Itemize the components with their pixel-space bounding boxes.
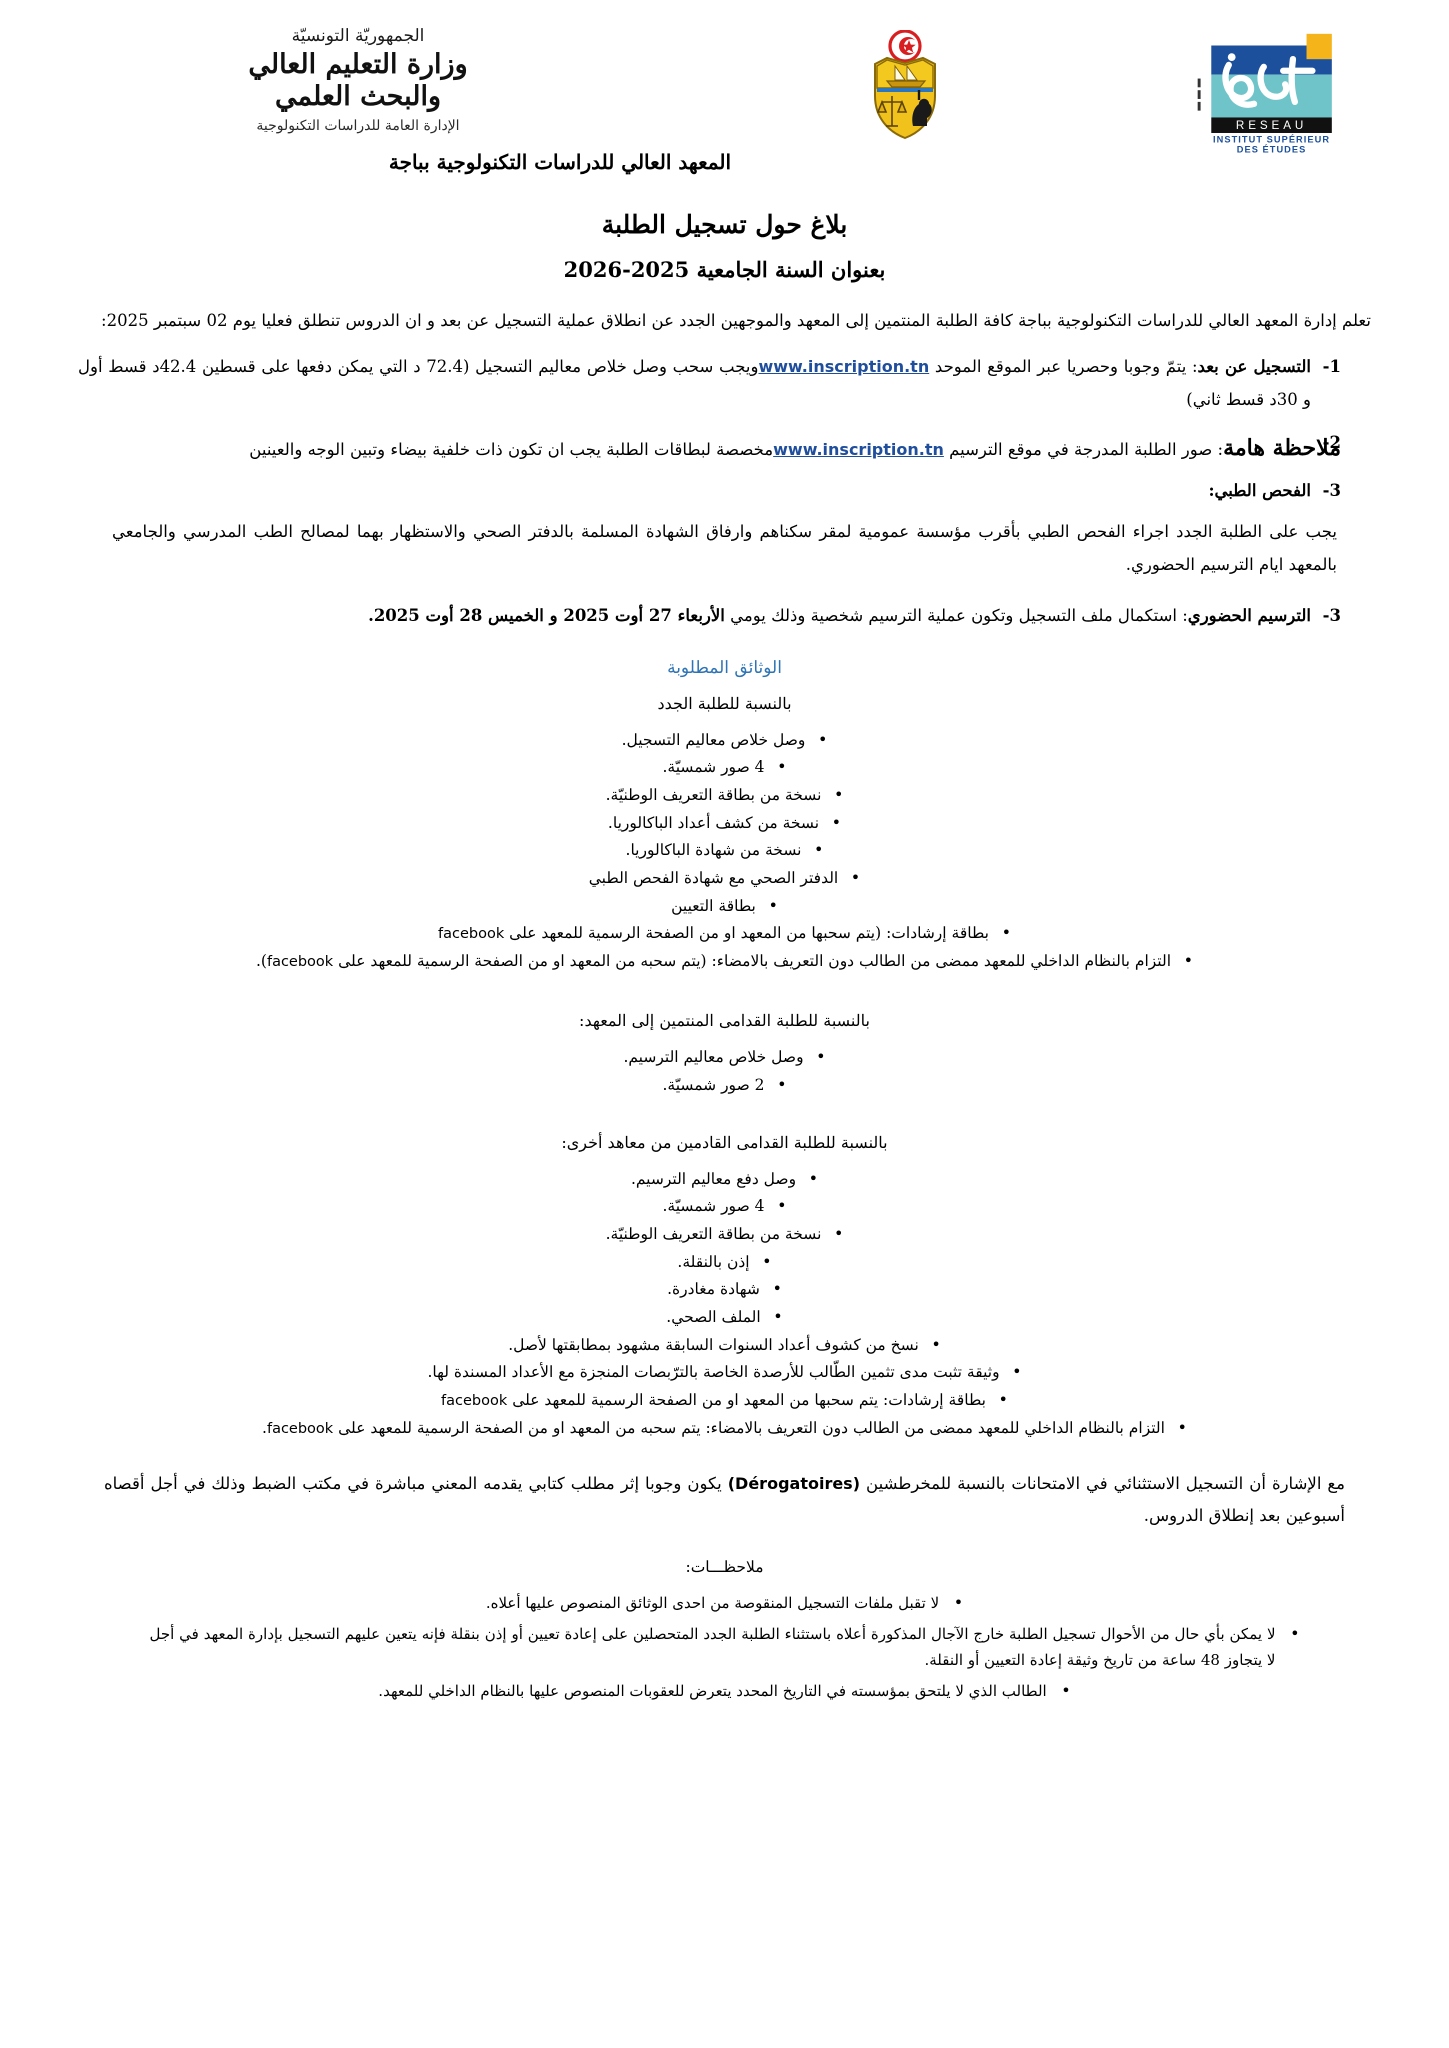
intro-paragraph: تعلم إدارة المعهد العالي للدراسات التكنولوجية بباجة كافة الطلبة المنتمين إلى المعهد والموجهين الجدد عن انطلاق عملية التسجيل عن بعد و ان الدروس تنطلق فعليا يوم 02 سبتمبر 2025:	[101, 311, 1371, 330]
logo-caption-line2: DES ÉTUDES	[1236, 144, 1307, 155]
numbered-item-3	[78, 599, 1341, 632]
group-label-old-students: بالنسبة للطلبة القدامى المنتمين إلى المعهد:	[579, 1011, 870, 1031]
facebook-label: facebook	[266, 1420, 334, 1437]
list-item: • 2 صور شمسيّة.	[78, 1072, 1371, 1099]
list-item: • 4 صور شمسيّة.	[78, 1193, 1371, 1220]
derogation-term: (Dérogatoires)	[727, 1473, 861, 1493]
fb-item-text-pre: بطاقة إرشادات: يتم سحبها من المعهد او من الصفحة الرسمية للمعهد على	[512, 1390, 986, 1409]
important-note-part2: مخصصة لبطاقات الطلبة يجب ان تكون ذات خلفية بيضاء وتبين الوجه والعينين	[249, 439, 774, 459]
logo-reseau-text: RESEAU	[1235, 119, 1308, 133]
tunisia-emblem-icon	[853, 30, 957, 142]
ministry-name-line1: وزارة التعليم العالي	[248, 49, 468, 80]
page-title: بلاغ حول تسجيل الطلبة	[601, 210, 848, 239]
item1-part2: ويجب سحب وصل خلاص معاليم التسجيل (72.4 د التي يمكن دفعها على قسطين 42.4د قسط أول و 30د قسط ثاني)	[78, 356, 1311, 409]
notes-label: ملاحظـــات:	[685, 1558, 764, 1577]
inscription-url-link-1[interactable]: www.inscription.tn	[758, 356, 930, 376]
derogation-part1: مع الإشارة أن التسجيل الاستثنائي في الامتحانات بالنسبة للمخرطشين	[866, 1473, 1346, 1493]
facebook-label: facebook	[441, 1392, 508, 1409]
item3-label: الترسيم الحضوري	[1187, 605, 1311, 625]
notes-list	[78, 1590, 1371, 1705]
ministry-header-text	[78, 24, 638, 134]
documents-list-transfer-students	[78, 1166, 1371, 1442]
list-item: • وصل خلاص معاليم الترسيم.	[78, 1044, 1371, 1071]
list-item: • لا يمكن بأي حال من الأحوال تسجيل الطلبة خارج الآجال المذكورة أعلاه باستثناء الطلبة الجدد المتحصلين على إعادة تعيين أو إذن بنقلة فإنه يتعين عليهم التسجيل بإدارة المعهد في أجل لا يتجاوز 48 ساعة من تاريخ وثيقة إعادة التعيين أو النقلة.	[78, 1621, 1371, 1674]
important-note-part1: : صور الطلبة المدرجة في موقع الترسيم	[949, 439, 1224, 459]
numbered-item-1	[78, 350, 1341, 416]
ministry-directorate: الإدارة العامة للدراسات التكنولوجية	[256, 117, 460, 134]
institute-name: المعهد العالي للدراسات التكنولوجية بباجة	[388, 150, 731, 174]
list-item	[78, 948, 1371, 975]
national-emblem-wrap	[830, 24, 980, 142]
numbered-items-list	[78, 350, 1371, 507]
fb-item-text-pre: بطاقة إرشادات: (يتم سحبها من المعهد او من الصفحة الرسمية للمعهد على	[509, 924, 989, 943]
list-item: • الدفتر الصحي مع شهادة الفحص الطبي	[78, 865, 1371, 892]
documents-list-new-students	[78, 727, 1371, 975]
documents-list-old-students	[78, 1044, 1371, 1098]
list-item	[78, 1387, 1371, 1414]
important-note-block	[78, 426, 1341, 470]
list-item: • شهادة مغادرة.	[78, 1276, 1371, 1303]
ministry-country: الجمهوريّة التونسيّة	[291, 26, 425, 46]
list-item	[78, 1415, 1371, 1442]
important-note-label: ملاحظة هامة	[1223, 434, 1341, 461]
ministry-name-line2: والبحث العلمي	[274, 80, 442, 112]
item3-dates: الأربعاء 27 أوت 2025 و الخميس 28 أوت 2025.	[368, 605, 725, 625]
list-item: • وصل خلاص معاليم التسجيل.	[78, 727, 1371, 754]
numbered-items-list-cont	[78, 599, 1371, 632]
list-item: • لا تقبل ملفات التسجيل المنقوصة من احدى الوثائق المنصوص عليها أعلاه.	[78, 1590, 1371, 1617]
item3-text: : استكمال ملف التسجيل وتكون عملية الترسيم شخصية وذلك يومي	[730, 605, 1188, 625]
list-item: • بطاقة التعيين	[78, 893, 1371, 920]
letterhead	[78, 24, 1371, 155]
fb-item-text-post: .	[262, 1418, 267, 1437]
group-label-transfer-students: بالنسبة للطلبة القدامى القادمين من معاهد أخرى:	[561, 1132, 888, 1152]
facebook-label: facebook	[437, 926, 505, 943]
list-item: • نسخة من شهادة الباكالوريا.	[78, 837, 1371, 864]
item1-part1: : يتمّ وجوبا وحصريا عبر الموقع الموحد	[934, 356, 1198, 376]
derogation-paragraph	[78, 1468, 1371, 1532]
derogation-part2: يكون وجوبا إثر مطلب كتابي يقدمه المعني مباشرة في مكتب الضبط وذلك في أجل أقصاه أسبوعين بعد إنطلاق الدروس.	[104, 1473, 1345, 1525]
list-item: • 4 صور شمسيّة.	[78, 754, 1371, 781]
page-subtitle: بعنوان السنة الجامعية 2025-2026	[563, 257, 886, 282]
fb-item-text-pre: التزام بالنظام الداخلي للمعهد ممضى من الطالب دون التعريف بالامضاء: يتم سحبه من المعهد او من الصفحة الرسمية للمعهد على	[338, 1418, 1165, 1437]
facebook-label: facebook	[266, 954, 334, 971]
list-item: • وصل دفع معاليم الترسيم.	[78, 1166, 1371, 1193]
group-label-new-students: بالنسبة للطلبة الجدد	[657, 693, 792, 713]
list-item: • إذن بالنقلة.	[78, 1249, 1371, 1276]
iset-logo-wrap	[1171, 24, 1371, 154]
list-item: • الطالب الذي لا يلتحق بمؤسسته في التاريخ المحدد يتعرض للعقوبات المنصوص عليها بالنظام الداخلي للمعهد.	[78, 1678, 1371, 1705]
required-documents-heading: الوثائق المطلوبة	[667, 657, 782, 678]
fb-item-text-pre: التزام بالنظام الداخلي للمعهد ممضى من الطالب دون التعريف بالامضاء: (يتم سحبه من المعهد او من الصفحة الرسمية للمعهد على	[338, 952, 1172, 971]
list-item: • الملف الصحي.	[78, 1304, 1371, 1331]
item1-label: التسجيل عن بعد	[1197, 356, 1311, 376]
list-item: • نسخة من كشف أعداد الباكالوريا.	[78, 810, 1371, 837]
list-item: • نسخة من بطاقة التعريف الوطنيّة.	[78, 782, 1371, 809]
medical-exam-paragraph: يجب على الطلبة الجدد اجراء الفحص الطبي بأقرب مؤسسة عمومية لمقر سكناهم وارفاق الشهادة المسلمة بالدفتر الصحي والاستظهار بهما لمصالح الطب المدرسي والجامعي بالمعهد ايام الترسيم الحضوري.	[112, 521, 1337, 574]
inscription-url-link-2[interactable]: www.inscription.tn	[773, 439, 944, 459]
list-item: • وثيقة تثبت مدى تثمين الطّالب للأرصدة الخاصة بالترّبصات المنجزة مع الأعداد المسندة لها.	[78, 1359, 1371, 1386]
logo-caption-line1: INSTITUT SUPÉRIEUR	[1213, 134, 1331, 145]
list-item: • نسخة من بطاقة التعريف الوطنيّة.	[78, 1221, 1371, 1248]
iset-logo-icon	[1186, 28, 1361, 154]
numbered-item-2	[78, 474, 1341, 507]
fb-item-text-post: ).	[255, 952, 267, 971]
list-item	[78, 920, 1371, 947]
item2-label: الفحص الطبي:	[1208, 480, 1311, 500]
list-item: • نسخ من كشوف أعداد السنوات السابقة مشهود بمطابقتها لأصل.	[78, 1332, 1371, 1359]
